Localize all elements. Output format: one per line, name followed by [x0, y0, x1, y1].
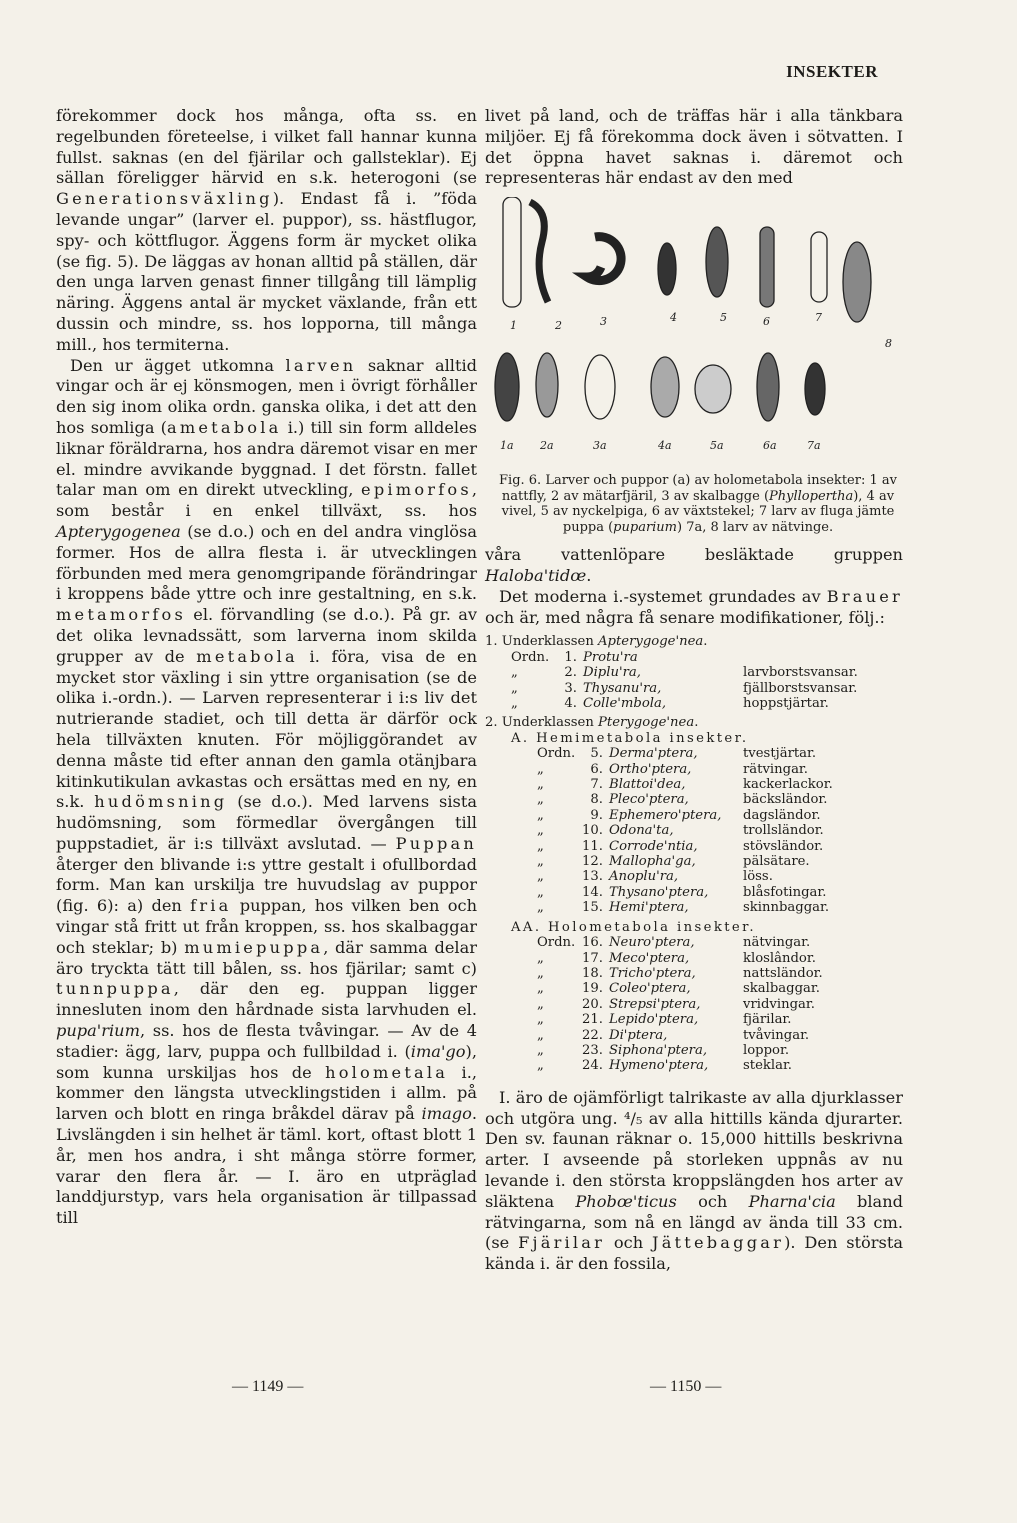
order-row	[511, 681, 903, 696]
order-name: Odona'ta,	[609, 823, 674, 839]
order-number: 4.	[564, 696, 577, 711]
subclass-2: 2. Underklassen Pterygoge'nea.	[485, 715, 699, 731]
right-column	[485, 106, 903, 1275]
larvae-illustration	[485, 197, 903, 467]
order-swedish-name: nattsländor.	[743, 965, 823, 981]
order-number: 3.	[564, 680, 577, 696]
order-prefix: „	[537, 761, 544, 777]
order-name: Siphona'ptera,	[609, 1042, 708, 1058]
order-swedish-name: rätvingar.	[743, 761, 808, 777]
order-swedish-name: löss.	[743, 869, 773, 885]
larva-5	[706, 227, 728, 297]
order-row	[537, 900, 903, 915]
order-prefix: „	[537, 854, 544, 870]
paragraph-eggs: förekommer dock hos många, ofta ss. en regelbunden företeelse, i vilket fall hannar kunna fullst. saknas (en del fjärilar och gallsteklar). Ej sällan föreligger härvid en s.k. heterogoni (se Generationsväxling). Endast få i. ”föda levande ungar” (larver el. puppor), ss. hästflugor, spy- och köttflugor. Äggens form är mycket olika (se fig. 5). De läggas av honan alltid på ställen, där den unga larven genast finner tillgång till lämplig näring. Äggens antal är mycket växlande, från ett dussin och mindre, ss. hos lopporna, till många mill., hos termiterna.	[56, 106, 477, 354]
label-7a: 7a	[807, 439, 821, 453]
figure-larvae-pupae	[485, 197, 903, 467]
order-swedish-name: tvestjärtar.	[743, 746, 817, 762]
order-prefix: „	[511, 696, 518, 711]
order-row	[537, 792, 903, 807]
order-swedish-name: bäcksländor.	[743, 792, 828, 808]
order-prefix: „	[537, 900, 544, 916]
figure-caption: Fig. 6. Larver och puppor (a) av holometabola insekter: 1 av nattfly, 2 av mätarfjäril, 3 av skalbagge (Phyllopertha), 4 av vivel, 5 av nyckelpiga, 6 av växtstekel; 7 larv av fluga jämte puppa (puparium) 7a, 8 larv av nätvinge.	[499, 473, 897, 535]
order-row	[511, 665, 903, 680]
order-name: Colle'mbola,	[583, 696, 667, 711]
group-hemimetabola: A. Hemimetabola insekter.	[511, 730, 749, 746]
order-name: Mallopha'ga,	[609, 854, 696, 870]
order-name: Corrode'ntia,	[609, 838, 698, 854]
order-prefix: „	[537, 1058, 544, 1074]
order-row	[537, 1043, 903, 1058]
order-list-apterygogenea	[485, 650, 903, 712]
order-swedish-name: trollsländor.	[743, 823, 824, 839]
order-number: 7.	[590, 777, 603, 793]
order-prefix: „	[537, 777, 544, 793]
order-prefix: „	[537, 1042, 544, 1058]
order-swedish-name: fjällborstsvansar.	[743, 680, 858, 696]
order-swedish-name: steklar.	[743, 1058, 792, 1074]
order-row	[537, 839, 903, 854]
order-name: Di'ptera,	[609, 1027, 668, 1043]
subclass-1: 1. Underklassen Apterygoge'nea.	[485, 634, 708, 650]
order-row	[537, 869, 903, 884]
order-prefix: „	[537, 950, 544, 966]
larva-3	[587, 237, 621, 281]
order-prefix: „	[537, 838, 544, 854]
order-name: Ortho'ptera,	[609, 761, 692, 777]
larva-4	[658, 243, 676, 295]
order-number: 23.	[582, 1042, 603, 1058]
order-row	[537, 981, 903, 996]
order-name: Strepsi'ptera,	[609, 996, 701, 1012]
order-swedish-name: tvåvingar.	[743, 1027, 810, 1043]
order-swedish-name: kackerlackor.	[743, 777, 833, 793]
order-row	[537, 808, 903, 823]
pupa-2a	[536, 353, 558, 417]
order-prefix: „	[511, 665, 518, 681]
order-name: Derma'ptera,	[609, 746, 698, 762]
label-3a: 3a	[593, 439, 607, 453]
group-holometabola: AA. Holometabola insekter.	[511, 919, 756, 935]
label-2a: 2a	[540, 439, 554, 453]
order-prefix: „	[537, 981, 544, 997]
order-name: Tricho'ptera,	[609, 965, 696, 981]
order-swedish-name: larvborstsvansar.	[743, 665, 858, 681]
order-number: 8.	[590, 792, 603, 808]
order-swedish-name: skinnbaggar.	[743, 900, 830, 916]
order-number: 5.	[590, 746, 603, 762]
pupa-5a	[695, 365, 731, 413]
order-number: 2.	[564, 665, 577, 681]
label-8: 8	[885, 337, 892, 351]
order-prefix: „	[537, 1027, 544, 1043]
order-swedish-name: hoppstjärtar.	[743, 696, 829, 711]
order-number: 14.	[582, 884, 603, 900]
order-swedish-name: stövsländor.	[743, 838, 824, 854]
order-row	[537, 966, 903, 981]
order-name: Diplu'ra,	[583, 665, 641, 681]
order-name: Protu'ra	[583, 649, 638, 665]
pupa-4a	[651, 357, 679, 417]
order-row	[537, 997, 903, 1012]
pupa-1a	[495, 353, 519, 421]
order-swedish-name: nätvingar.	[743, 935, 811, 951]
order-number: 9.	[590, 807, 603, 823]
label-5: 5	[720, 311, 727, 325]
order-prefix: „	[537, 869, 544, 885]
larva-8	[843, 242, 871, 322]
label-1a: 1a	[500, 439, 514, 453]
order-prefix: „	[537, 965, 544, 981]
larva-1	[503, 197, 521, 307]
order-prefix: „	[537, 884, 544, 900]
order-swedish-name: pälsätare.	[743, 854, 810, 870]
order-name: Pleco'ptera,	[609, 792, 689, 808]
order-number: 12.	[582, 854, 603, 870]
order-name: Ephemero'ptera,	[609, 807, 722, 823]
order-row	[511, 696, 903, 711]
order-number: 11.	[582, 838, 603, 854]
order-name: Neuro'ptera,	[609, 935, 695, 951]
order-number: 24.	[582, 1058, 603, 1074]
pupa-7a	[805, 363, 825, 415]
label-4a: 4a	[658, 439, 672, 453]
order-number: 16.	[582, 935, 603, 951]
order-row	[537, 1012, 903, 1027]
order-swedish-name: fjärilar.	[743, 1012, 792, 1028]
order-list-hemimetabola	[485, 746, 903, 915]
page-number-left: — 1149 —	[232, 1378, 304, 1395]
order-name: Thysano'ptera,	[609, 884, 709, 900]
label-7: 7	[815, 311, 822, 325]
order-swedish-name: loppor.	[743, 1042, 790, 1058]
order-number: 20.	[582, 996, 603, 1012]
order-number: 18.	[582, 965, 603, 981]
paragraph-species-count: I. äro de ojämförligt talrikaste av alla djurklasser och utgöra ung. ⁴/₅ av alla hittills kända djurarter. Den sv. faunan räknar o. 15,000 hittills beskrivna arter. I avseende på storleken uppnås av nu levande i. den största kroppslängden hos arter av släktena Phobœ'ticus och Pharna'cia bland rätvingarna, som nå en längd av ända till 33 cm. (se Fjärilar och Jättebaggar). Den största kända i. är den fossila,	[485, 1087, 903, 1274]
pupa-3a	[585, 355, 615, 419]
order-number: 13.	[582, 869, 603, 885]
order-name: Meco'ptera,	[609, 950, 690, 966]
order-prefix: „	[537, 792, 544, 808]
order-name: Coleo'ptera,	[609, 981, 691, 997]
order-prefix: Ordn.	[511, 649, 550, 665]
order-number: 15.	[582, 900, 603, 916]
order-prefix: Ordn.	[537, 746, 576, 762]
label-5a: 5a	[710, 439, 724, 453]
larva-6	[760, 227, 774, 307]
order-row	[537, 777, 903, 792]
order-row	[537, 951, 903, 966]
label-4: 4	[670, 311, 677, 325]
order-name: Blattoi'dea,	[609, 777, 686, 793]
order-name: Lepido'ptera,	[609, 1012, 699, 1028]
order-prefix: „	[537, 996, 544, 1012]
classification-list	[485, 634, 903, 1073]
page-number-right: — 1150 —	[650, 1378, 722, 1395]
label-1: 1	[510, 319, 517, 333]
running-header: INSEKTER	[786, 62, 878, 81]
order-row	[537, 746, 903, 761]
order-row	[537, 1028, 903, 1043]
order-swedish-name: vridvingar.	[743, 996, 815, 1012]
label-6: 6	[763, 315, 770, 329]
order-number: 21.	[582, 1012, 603, 1028]
order-row	[537, 823, 903, 838]
order-row	[537, 1058, 903, 1073]
order-name: Thysanu'ra,	[583, 680, 662, 696]
order-row	[537, 854, 903, 869]
order-prefix: Ordn.	[537, 935, 576, 951]
order-number: 6.	[590, 761, 603, 777]
order-number: 17.	[582, 950, 603, 966]
order-name: Hymeno'ptera,	[609, 1058, 709, 1074]
paragraph-system-intro: Det moderna i.-systemet grundades av Brauer och är, med några få senare modifikationer, följ.:	[485, 586, 903, 627]
order-row	[537, 935, 903, 950]
larva-2	[530, 202, 548, 302]
order-swedish-name: blåsfotingar.	[743, 884, 827, 900]
label-3: 3	[600, 315, 607, 329]
larva-7	[811, 232, 827, 302]
label-6a: 6a	[763, 439, 777, 453]
order-number: 10.	[582, 823, 603, 839]
order-prefix: „	[537, 807, 544, 823]
order-prefix: „	[537, 1012, 544, 1028]
order-row	[511, 650, 903, 665]
order-swedish-name: skalbaggar.	[743, 981, 820, 997]
order-swedish-name: kloslândor.	[743, 950, 816, 966]
order-row	[537, 762, 903, 777]
order-list-holometabola	[485, 935, 903, 1074]
paragraph-halobatidae: våra vattenlöpare besläktade gruppen Haloba'tidœ.	[485, 545, 903, 585]
order-number: 22.	[582, 1027, 603, 1043]
order-name: Anoplu'ra,	[609, 869, 679, 885]
order-number: 1.	[564, 649, 577, 665]
order-name: Hemi'ptera,	[609, 900, 689, 916]
left-column	[56, 106, 477, 1229]
label-2: 2	[555, 319, 562, 333]
order-swedish-name: dagsländor.	[743, 807, 821, 823]
order-prefix: „	[511, 680, 518, 696]
pupa-6a	[757, 353, 779, 421]
order-prefix: „	[537, 823, 544, 839]
order-number: 19.	[582, 981, 603, 997]
paragraph-larva: Den ur ägget utkomna larven saknar alltid vingar och är ej könsmogen, men i övrigt förhåller den sig inom olika ordn. ganska olika, i det att den hos somliga (ametabola i.) till sin form alldeles liknar föräldrarna, hos andra däremot visar en mer el. mindre avvikande byggnad. I det förstn. fallet talar man om en direkt utveckling, epimorfos, som består i en enkel tillväxt, ss. hos Apterygogenea (se d.o.) och en del andra vinglösa former. Hos de allra flesta i. är utvecklingen förbunden med mera genomgripande förändringar i kroppens både yttre och inre gestaltning, en s.k. metamorfos el. förvandling (se d.o.). På gr. av det olika levnadssätt, som larverna inom skilda grupper av de metabola i. föra, visa de en mycket stor växling i sin yttre organisation (se de olika i.-ordn.). — Larven representerar i i:s liv det nutrierande stadiet, och till detta är därför ock hela tillväxten knuten. För möjliggörandet av denna måste tid efter annan den gamla otänjbara kitinkutikulan avkastas och ersättas med en ny, en s.k. hudömsning (se d.o.). Med larvens sista hudömsning, som förmedlar övergången till puppstadiet, är i:s tillväxt avslutad. — Puppan återger den blivande i:s yttre gestalt i ofullbordad form. Man kan urskilja tre huvudslag av puppor (fig. 6): a) den fria puppan, hos vilken ben och vingar stå fritt ut från kroppen, ss. hos skalbaggar och steklar; b) mumiepuppa, där samma delar äro tryckta tätt till bålen, ss. hos fjärilar; samt c) tunnpuppa, där den eg. puppan ligger innesluten inom den hårdnade sista larvhuden el. pupa'rium, ss. hos de flesta tvåvingar. — Av de 4 stadier: ägg, larv, puppa och fullbildad i. (ima'go), som kunna urskiljas hos de holometala i., kommer den längsta utvecklingstiden i allm. på larven och blott en ringa bråkdel därav på imago. Livslängden i sin helhet är täml. kort, oftast blott 1 år, men hos andra, i sht många större former, varar den flera år. — I. äro en utpräglad landdjurstyp, vars hela organisation är tillpassad till	[56, 355, 477, 1228]
paragraph-habitat: livet på land, och de träffas här i alla tänkbara miljöer. Ej få förekomma dock även i sötvatten. I det öppna havet saknas i. däremot och representeras här endast av den med	[485, 106, 903, 188]
order-row	[537, 885, 903, 900]
